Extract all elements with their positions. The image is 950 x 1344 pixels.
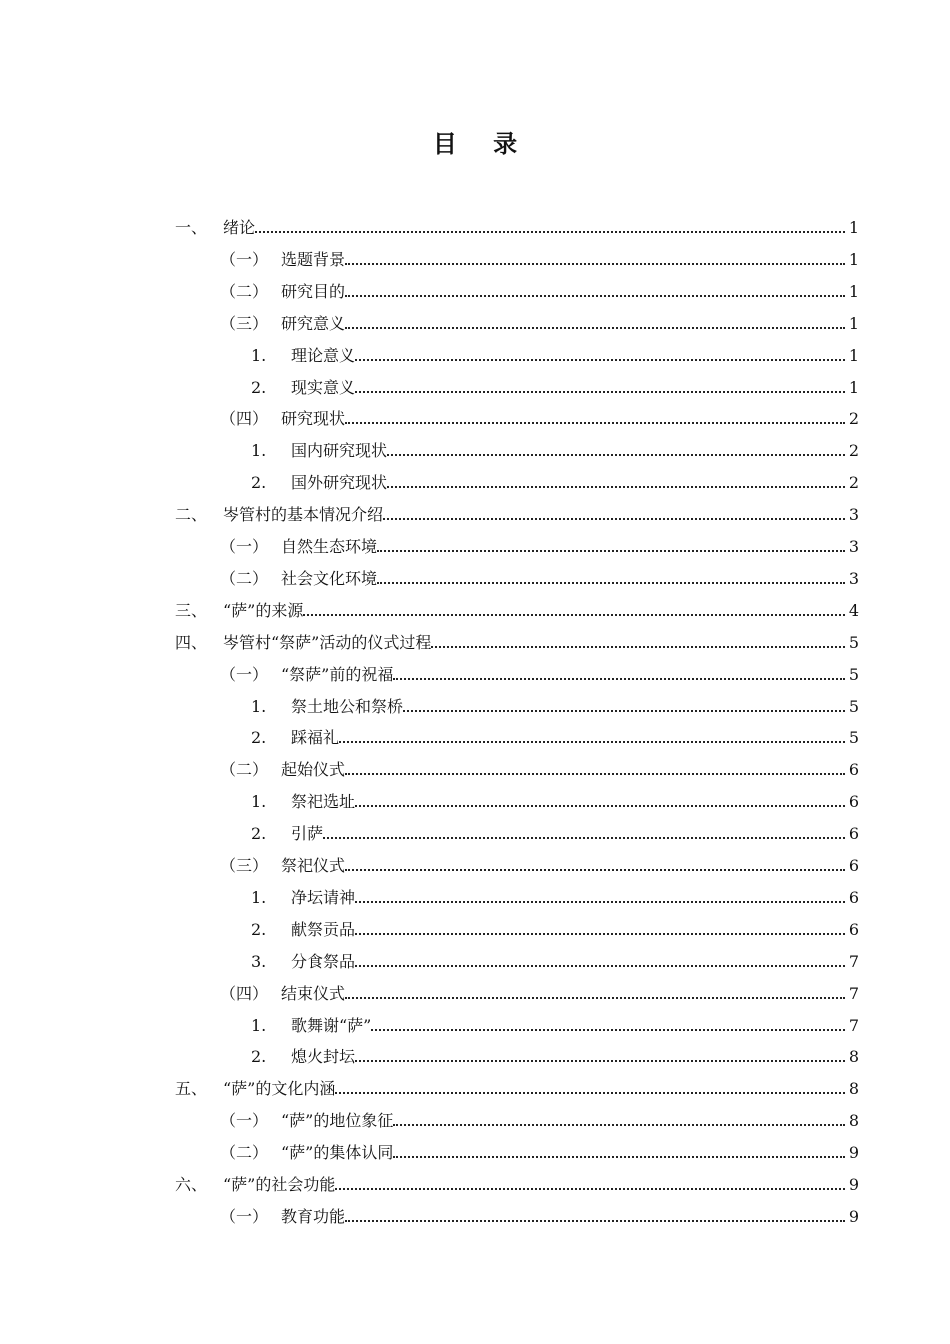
toc-entry-title: 熄火封坛 <box>291 1047 356 1067</box>
toc-dot-leader <box>335 1092 845 1094</box>
toc-page-number: 1 <box>848 281 859 301</box>
toc-page-number: 2 <box>848 473 859 493</box>
toc-entry-number: 1. <box>251 1015 267 1035</box>
toc-dot-leader <box>403 710 845 712</box>
toc-entry-number: 2. <box>251 728 267 748</box>
toc-entry[interactable] <box>251 334 859 366</box>
toc-entry-title: 岑管村的基本情况介绍 <box>223 505 384 525</box>
toc-dot-leader <box>323 837 845 839</box>
toc-dot-leader <box>355 391 845 393</box>
toc-dot-leader <box>355 805 845 807</box>
toc-entry[interactable] <box>220 1195 859 1227</box>
toc-entry-number: 2. <box>251 1047 267 1067</box>
toc-entry[interactable] <box>251 812 859 844</box>
toc-entry-title: 研究意义 <box>281 313 346 333</box>
toc-page-number: 7 <box>848 951 859 971</box>
toc-entry-number: （二） <box>220 1143 269 1163</box>
toc-entry[interactable] <box>175 1163 859 1195</box>
toc-page-number: 7 <box>848 983 859 1003</box>
toc-page-number: 3 <box>848 505 859 525</box>
toc-entry[interactable] <box>220 557 859 589</box>
toc-page-number: 1 <box>848 313 859 333</box>
toc-page-number: 6 <box>848 887 859 907</box>
toc-dot-leader <box>377 550 845 552</box>
page-title: 目 录 <box>432 130 532 158</box>
toc-entry-title: 国内研究现状 <box>291 441 388 461</box>
toc-entry-number: 三、 <box>175 600 208 620</box>
toc-entry-title: 自然生态环境 <box>281 537 378 556</box>
toc-entry-title: 祭祀选址 <box>291 792 356 812</box>
toc-page-number: 1 <box>848 218 859 237</box>
toc-entry-title: 绪论 <box>223 218 256 237</box>
toc-entry-number: 一、 <box>175 218 208 237</box>
toc-page-number: 8 <box>848 1047 859 1067</box>
toc-entry-title: 国外研究现状 <box>291 473 388 493</box>
toc-entry-title: 研究现状 <box>281 409 346 429</box>
toc-dot-leader <box>345 263 845 265</box>
toc-entry-title: 引萨 <box>291 824 324 844</box>
toc-entry[interactable] <box>251 366 859 398</box>
toc-entry[interactable] <box>220 1099 859 1131</box>
toc-entry-title: 祭土地公和祭桥 <box>291 696 404 716</box>
toc-dot-leader <box>355 965 845 967</box>
toc-entry[interactable] <box>220 748 859 780</box>
toc-page-number: 5 <box>848 664 859 684</box>
toc-entry-number: 1. <box>251 696 267 716</box>
toc-entry[interactable] <box>175 621 859 653</box>
toc-entry[interactable] <box>220 238 859 270</box>
toc-entry[interactable] <box>220 972 859 1004</box>
toc-entry-number: （一） <box>220 664 269 684</box>
toc-dot-leader <box>335 1188 845 1190</box>
toc-entry-title: “萨”的集体认同 <box>281 1143 394 1163</box>
toc-entry-title: 岑管村“祭萨”活动的仪式过程 <box>223 632 432 652</box>
toc-dot-leader <box>355 901 845 903</box>
toc-entry-title: 祭祀仪式 <box>281 856 346 875</box>
toc-dot-leader <box>393 1156 845 1158</box>
toc-dot-leader <box>345 295 845 297</box>
toc-entry-number: （四） <box>220 983 269 1003</box>
toc-entry-number: 1. <box>251 345 267 365</box>
toc-page-number: 2 <box>848 441 859 461</box>
toc-entry[interactable] <box>220 653 859 685</box>
toc-page-number: 9 <box>848 1206 859 1226</box>
toc-entry[interactable] <box>220 1131 859 1163</box>
toc-dot-leader <box>255 231 845 233</box>
toc-page-number: 9 <box>848 1175 859 1194</box>
toc-entry-title: 研究目的 <box>281 281 346 301</box>
toc-page-number: 6 <box>848 760 859 780</box>
toc-dot-leader <box>345 869 845 871</box>
toc-entry[interactable] <box>175 206 859 238</box>
toc-dot-leader <box>345 997 845 999</box>
toc-entry-number: （一） <box>220 1111 269 1131</box>
toc-entry-number: 四、 <box>175 632 208 652</box>
toc-page-number: 6 <box>848 856 859 875</box>
toc-entry[interactable] <box>251 876 859 908</box>
toc-entry-number: （四） <box>220 409 269 429</box>
toc-page-number: 3 <box>848 537 859 556</box>
toc-entry-number: （二） <box>220 568 269 588</box>
toc-entry[interactable] <box>251 908 859 940</box>
toc-entry[interactable] <box>251 429 859 461</box>
toc-dot-leader <box>387 486 845 488</box>
toc-dot-leader <box>345 773 845 775</box>
toc-entry[interactable] <box>175 493 859 525</box>
toc-page-number: 5 <box>848 696 859 716</box>
toc-entry-title: “萨”的地位象征 <box>281 1111 394 1131</box>
toc-entry[interactable] <box>175 589 859 621</box>
toc-dot-leader <box>387 454 845 456</box>
toc-dot-leader <box>393 1124 845 1126</box>
toc-entry-number: （二） <box>220 760 269 780</box>
toc-entry[interactable] <box>251 685 859 717</box>
toc-entry-title: “萨”的文化内涵 <box>223 1079 336 1099</box>
toc-entry-title: “萨”的社会功能 <box>223 1175 336 1194</box>
toc-entry[interactable] <box>220 844 859 876</box>
toc-page-number: 3 <box>848 568 859 588</box>
toc-page-number: 6 <box>848 824 859 844</box>
toc-page-number: 1 <box>848 377 859 397</box>
toc-entry-number: 2. <box>251 919 267 939</box>
toc-entry-title: 踩福礼 <box>291 728 340 748</box>
toc-page-number: 1 <box>848 345 859 365</box>
toc-entry-number: （二） <box>220 281 269 301</box>
toc-entry-number: 六、 <box>175 1175 208 1194</box>
toc-entry-number: （一） <box>220 1206 269 1226</box>
toc-page-number: 4 <box>848 600 859 620</box>
toc-dot-leader <box>371 1029 845 1031</box>
toc-entry[interactable] <box>220 302 859 334</box>
toc-entry-title: 选题背景 <box>281 249 346 269</box>
toc-entry[interactable] <box>251 940 859 972</box>
toc-page-number: 6 <box>848 792 859 812</box>
toc-entry-number: 1. <box>251 441 267 461</box>
toc-page-number: 7 <box>848 1015 859 1035</box>
toc-dot-leader <box>345 1220 845 1222</box>
toc-entry-title: 歌舞谢“萨” <box>291 1015 372 1035</box>
toc-entry-number: 1. <box>251 792 267 812</box>
toc-entry[interactable] <box>220 397 859 429</box>
toc-entry-title: 起始仪式 <box>281 760 346 780</box>
toc-entry[interactable] <box>220 270 859 302</box>
toc-entry-number: 二、 <box>175 505 208 525</box>
toc-entry-title: 社会文化环境 <box>281 568 378 588</box>
toc-entry-number: 2. <box>251 377 267 397</box>
toc-page-number: 2 <box>848 409 859 429</box>
toc-dot-leader <box>355 359 845 361</box>
toc-dot-leader <box>383 518 845 520</box>
toc-dot-leader <box>355 1060 845 1062</box>
toc-dot-leader <box>345 422 845 424</box>
toc-dot-leader <box>377 582 845 584</box>
toc-dot-leader <box>393 678 845 680</box>
toc-entry-title: “祭萨”前的祝福 <box>281 664 394 684</box>
toc-entry-number: （一） <box>220 249 269 269</box>
toc-entry-title: 净坛请神 <box>291 887 356 907</box>
toc-dot-leader <box>345 327 845 329</box>
toc-page-number: 6 <box>848 919 859 939</box>
toc-dot-leader <box>431 646 845 648</box>
toc-entry-number: 1. <box>251 887 267 907</box>
toc-entry[interactable] <box>251 1035 859 1067</box>
toc-entry[interactable] <box>251 716 859 748</box>
toc-entry-title: 现实意义 <box>291 377 356 397</box>
toc-dot-leader <box>303 614 845 616</box>
toc-entry-number: 2. <box>251 473 267 493</box>
toc-page-number: 8 <box>848 1079 859 1099</box>
toc-entry-number: 3. <box>251 951 267 971</box>
toc-entry-number: （三） <box>220 856 269 875</box>
toc-entry-title: 结束仪式 <box>281 983 346 1003</box>
toc-page-number: 5 <box>848 632 859 652</box>
toc-page-number: 9 <box>848 1143 859 1163</box>
toc-entry-number: 2. <box>251 824 267 844</box>
toc-entry[interactable] <box>251 780 859 812</box>
toc-entry[interactable] <box>175 1067 859 1099</box>
toc-entry-title: 理论意义 <box>291 345 356 365</box>
toc-entry-number: （三） <box>220 313 269 333</box>
toc-entry-number: 五、 <box>175 1079 208 1099</box>
toc-entry[interactable] <box>251 461 859 493</box>
toc-entry-title: “萨”的来源 <box>223 600 304 620</box>
toc-entry-title: 献祭贡品 <box>291 919 356 939</box>
toc-entry[interactable] <box>220 525 859 557</box>
toc-dot-leader <box>355 933 845 935</box>
toc-entry-number: （一） <box>220 537 269 556</box>
toc-entry-title: 分食祭品 <box>291 951 356 971</box>
toc-entry-title: 教育功能 <box>281 1206 346 1226</box>
toc-page-number: 5 <box>848 728 859 748</box>
toc-page-number: 8 <box>848 1111 859 1131</box>
toc-page-number: 1 <box>848 249 859 269</box>
toc-dot-leader <box>339 741 845 743</box>
toc-entry[interactable] <box>251 1004 859 1036</box>
